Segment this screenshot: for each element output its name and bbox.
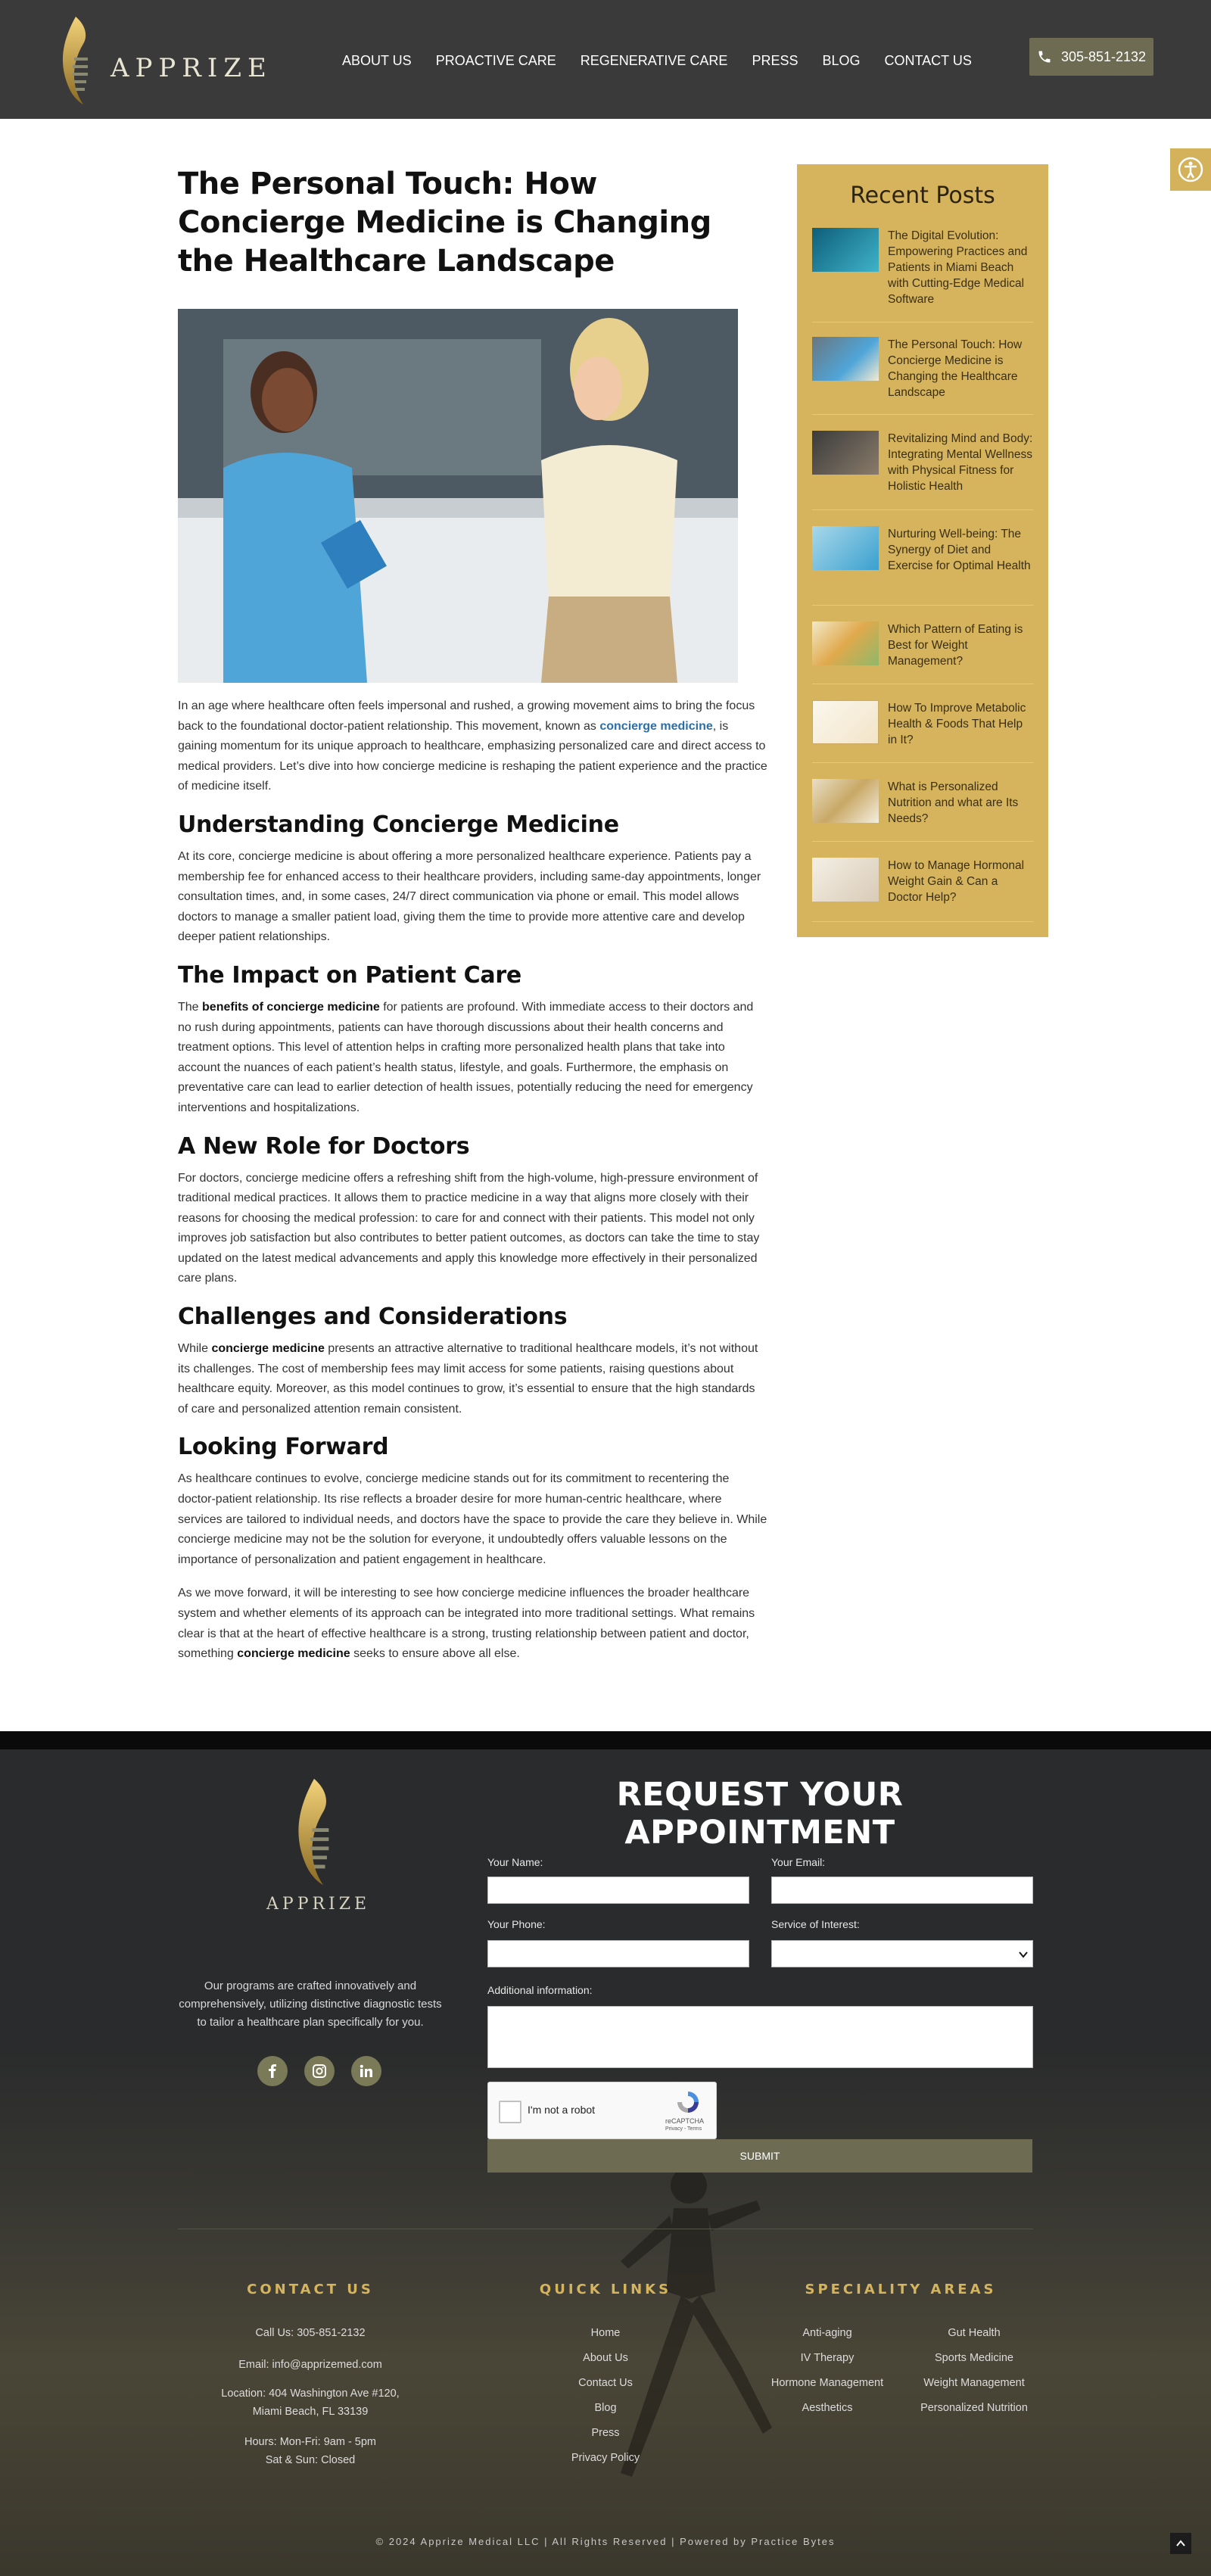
heading-forward: Looking Forward [178, 1434, 389, 1461]
speciality-aesthetics[interactable]: Aesthetics [802, 2402, 853, 2414]
post-title[interactable]: How To Improve Metabolic Health & Foods That Help in It? [888, 702, 1026, 746]
paragraph-forward-1: As healthcare continues to evolve, concierge medicine stands out for its commitment to recentering the doctor-patient relationship. Its rise reflects a broader desire for more human-centric healthcare, where services are tailored to individual needs, and doctors have the space to provide the care they believe in. While concierge medicine may not be the solution for everyone, it undoubtedly offers valuable lessons on the importance of personalization and patient engagement in healthcare. [178, 1472, 767, 1566]
article-title: The Personal Touch: How Concierge Medicine is Changing the Healthcare Landscape [178, 167, 711, 279]
phone-input[interactable] [487, 1940, 749, 1967]
copyright-text: © 2024 Apprize Medical LLC | All Rights Reserved | Powered by Practice Bytes [375, 2536, 836, 2547]
post-title[interactable]: The Personal Touch: How Concierge Medicine is Changing the Healthcare Landscape [888, 338, 1023, 399]
main-nav [342, 53, 996, 69]
footer-logo-text: APPRIZE [266, 1895, 371, 1914]
article-header [178, 165, 768, 281]
heading-impact: The Impact on Patient Care [178, 961, 521, 989]
recaptcha-icon [674, 2089, 702, 2116]
post-thumbnail[interactable] [812, 779, 879, 823]
footer-description: Our programs are crafted innovatively and comprehensively, utilizing distinctive diagnostic tests to tailor a healthcare plan specifically for you. [179, 1980, 442, 2029]
logo-helix-icon [272, 1775, 356, 1889]
heading-challenges: Challenges and Considerations [178, 1304, 568, 1331]
recaptcha-label: I'm not a robot [528, 2104, 596, 2116]
footer-link-press[interactable]: Press [591, 2427, 620, 2439]
divider [812, 605, 1033, 606]
speciality-sports-medicine[interactable]: Sports Medicine [935, 2352, 1013, 2364]
divider [812, 841, 1033, 842]
accessibility-icon [1177, 156, 1204, 183]
service-label: Service of Interest: [771, 1918, 860, 1930]
footer-location-line-2: Miami Beach, FL 33139 [252, 2406, 369, 2418]
additional-info-textarea[interactable] [487, 2006, 1033, 2068]
nav-regenerative-care[interactable]: REGENERATIVE CARE [580, 53, 728, 68]
accessibility-button[interactable] [1170, 148, 1211, 191]
post-title[interactable]: What is Personalized Nutrition and what are Its Needs? [888, 780, 1019, 825]
additional-info-label: Additional information: [487, 1984, 593, 1996]
speciality-weight-management[interactable]: Weight Management [923, 2377, 1025, 2389]
nav-proactive-care[interactable]: PROACTIVE CARE [435, 53, 556, 68]
submit-button[interactable]: SUBMIT [487, 2139, 1032, 2173]
recent-post[interactable] [812, 337, 1033, 400]
footer-hours-line-2: Sat & Sun: Closed [265, 2454, 356, 2466]
contact-us-heading: CONTACT US [247, 2282, 374, 2297]
name-label: Your Name: [487, 1856, 543, 1868]
footer-phone[interactable]: Call Us: 305-851-2132 [255, 2327, 366, 2339]
heading-understanding: Understanding Concierge Medicine [178, 811, 619, 838]
speciality-anti-aging[interactable]: Anti-aging [802, 2327, 852, 2339]
paragraph-challenges: While concierge medicine presents an attractive alternative to traditional healthcare models, it’s not without its challenges. The cost of membership fees may limit access for some patients, raising questions about healthcare equity. Moreover, as this model continues to grow, it’s essential to ensure that the high standards of care and personalized attention remain consistent. [178, 1342, 758, 1416]
speciality-hormone-management[interactable]: Hormone Management [770, 2377, 884, 2389]
recaptcha-terms-link[interactable]: Privacy - Terms [665, 2126, 702, 2132]
sidebar-title: Recent Posts [850, 182, 995, 209]
linkedin-icon[interactable] [351, 2056, 381, 2086]
article-body [178, 696, 768, 1678]
footer-hours-line-1: Hours: Mon-Fri: 9am - 5pm [244, 2436, 377, 2448]
recent-post[interactable] [812, 431, 1033, 494]
footer-link-about-us[interactable]: About Us [583, 2352, 628, 2364]
paragraph-impact: The benefits of concierge medicine for patients are profound. With immediate access to their doctors and no rush during appointments, patients can have thorough discussions about their health concerns and treatment options. This level of attention helps in crafting more personalized health plans that take into account the nuances of each patient’s health status, lifestyle, and goals. Furthermore, the emphasis on preventative care can lead to earlier detection of health issues, potentially reducing the need for emergency interventions and hospitalizations. [178, 1000, 754, 1114]
speciality-gut-health[interactable]: Gut Health [948, 2327, 1001, 2339]
divider [812, 921, 1033, 922]
divider [812, 762, 1033, 763]
paragraph-role: For doctors, concierge medicine offers a refreshing shift from the high-volume, high-pressure environment of traditional medical practices. It allows them to practice medicine in a way that aligns more closely with their reasons for choosing the medical profession: to care for and connect with their patients. This model not only improves job satisfaction but also contributes to better patient outcomes, as doctors can take the time to stay updated on the latest medical advancements and apply this knowledge more effectively in their personalized care plans. [178, 1171, 760, 1285]
recent-post[interactable] [812, 700, 1033, 748]
chevron-down-icon [1019, 1951, 1028, 1958]
site-header [0, 0, 1211, 119]
footer-logo[interactable] [266, 1775, 371, 1919]
post-thumbnail[interactable] [812, 700, 879, 744]
logo-text: APPRIZE [111, 53, 272, 83]
post-thumbnail[interactable] [812, 621, 879, 665]
recent-posts-sidebar [797, 164, 1048, 937]
footer-link-contact-us[interactable]: Contact Us [578, 2377, 633, 2389]
post-thumbnail[interactable] [812, 228, 879, 272]
post-title[interactable]: How to Manage Hormonal Weight Gain & Can a Doctor Help? [888, 859, 1025, 904]
site-logo[interactable] [53, 14, 272, 107]
nav-contact-us[interactable]: CONTACT US [884, 53, 972, 68]
email-label: Your Email: [771, 1856, 826, 1868]
recent-post[interactable] [812, 526, 1033, 574]
speciality-personalized-nutrition[interactable]: Personalized Nutrition [920, 2402, 1028, 2414]
recaptcha-brand: reCAPTCHA [665, 2117, 705, 2125]
post-thumbnail[interactable] [812, 337, 879, 381]
post-title[interactable]: Which Pattern of Eating is Best for Weight Management? [888, 623, 1023, 668]
phone-number: 305-851-2132 [1060, 48, 1147, 64]
divider [812, 414, 1033, 415]
appointment-title: REQUEST YOUR APPOINTMENT [616, 1776, 904, 1852]
logo-helix-icon [53, 14, 98, 107]
email-input[interactable] [771, 1877, 1033, 1904]
recent-post[interactable] [812, 858, 1033, 905]
post-thumbnail[interactable] [812, 858, 879, 902]
footer-location-line-1: Location: 404 Washington Ave #120, [221, 2388, 400, 2400]
post-title[interactable]: The Digital Evolution: Empowering Practices and Patients in Miami Beach with Cutting-Edge Medical Software [888, 229, 1028, 306]
nav-blog[interactable]: BLOG [822, 53, 861, 68]
paragraph-forward-2: As we move forward, it will be interesting to see how concierge medicine influences the broader healthcare system and whether elements of its approach can be integrated into more traditional settings. What remains clear is that at the heart of effective healthcare is a strong, trusting relationship between patient and doctor, something concierge medicine seeks to ensure above all else. [178, 1587, 755, 1661]
scroll-to-top-button[interactable] [1170, 2533, 1191, 2554]
intro-paragraph: In an age where healthcare often feels impersonal and rushed, a growing movement aims to bring the focus back to the foundational doctor-patient relationship. This movement, known as concierge medicine, is gaining momentum for its unique approach to healthcare, emphasizing personalized care and direct access to medical providers. Let’s dive into how concierge medicine is reshaping the patient experience and the practice of medicine itself. [178, 699, 767, 793]
quick-links-heading: QUICK LINKS [539, 2282, 672, 2297]
post-title[interactable]: Revitalizing Mind and Body: Integrating Mental Wellness with Physical Fitness for Holistic Health [888, 432, 1033, 493]
recaptcha-checkbox[interactable] [499, 2101, 521, 2123]
nav-about-us[interactable]: ABOUT US [342, 53, 412, 68]
speciality-iv-therapy[interactable]: IV Therapy [800, 2352, 855, 2364]
chevron-up-icon [1176, 2540, 1185, 2547]
instagram-icon[interactable] [304, 2056, 335, 2086]
recent-post[interactable] [812, 779, 1033, 827]
speciality-areas-heading: SPECIALITY AREAS [805, 2282, 997, 2297]
post-thumbnail[interactable] [812, 431, 879, 475]
footer-link-privacy-policy[interactable]: Privacy Policy [571, 2452, 640, 2464]
phone-button[interactable] [1029, 38, 1153, 76]
footer-top-bar [0, 1731, 1211, 1749]
social-links [257, 2056, 381, 2086]
phone-icon [1037, 49, 1052, 64]
recaptcha-widget [487, 2082, 717, 2139]
facebook-icon[interactable] [257, 2056, 288, 2086]
recent-post[interactable] [812, 621, 1033, 669]
paragraph-understanding: At its core, concierge medicine is about offering a more personalized healthcare experience. Patients pay a membership fee for enhanced access to their healthcare providers, including same-day appointments, longer consultation times, and, in some cases, 24/7 direct communication via phone or email. This model allows doctors to manage a smaller patient load, giving them the time to provide more attentive care and develop deeper patient relationships. [178, 849, 761, 944]
post-thumbnail[interactable] [812, 526, 879, 570]
footer-link-blog[interactable]: Blog [594, 2402, 617, 2414]
service-select[interactable] [771, 1940, 1033, 1967]
article-hero-image [178, 309, 738, 683]
footer-email[interactable]: Email: info@apprizemed.com [238, 2359, 382, 2371]
recent-post[interactable] [812, 228, 1033, 307]
concierge-medicine-link[interactable]: concierge medicine [599, 719, 713, 733]
footer-link-home[interactable]: Home [590, 2327, 621, 2339]
phone-label: Your Phone: [487, 1918, 546, 1930]
name-input[interactable] [487, 1877, 749, 1904]
heading-role: A New Role for Doctors [178, 1132, 470, 1160]
post-title[interactable]: Nurturing Well-being: The Synergy of Diet and Exercise for Optimal Health [888, 528, 1031, 572]
nav-press[interactable]: PRESS [752, 53, 799, 68]
divider [812, 509, 1033, 510]
